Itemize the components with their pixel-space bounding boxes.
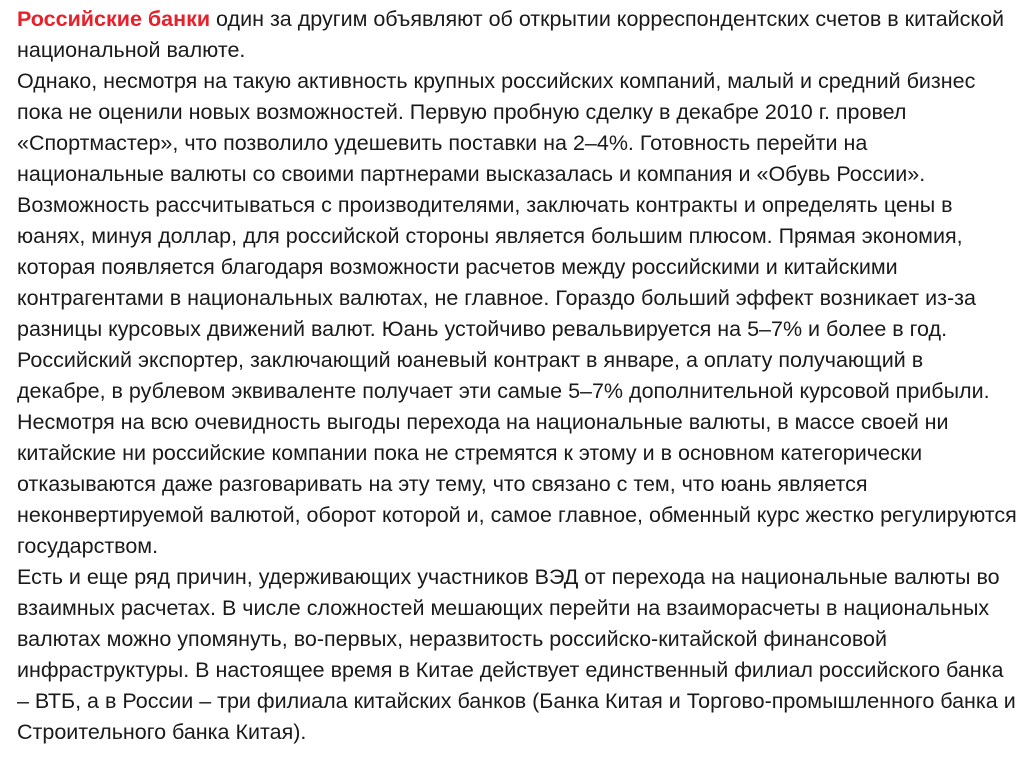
highlight-russian-banks: Российские банки xyxy=(17,7,211,31)
paragraph-1 xyxy=(17,4,1017,66)
paragraph-3: Несмотря на всю очевидность выгоды перехода на национальные валюты, в массе своей ни китайские ни российские компании пока не стремятся к этому и в основном категорически отказываются даже разговаривать на эту тему, что связано с тем, что юань является неконвертируемой валютой, оборот которой и, самое главное, обменный курс жестко регулируются государством. xyxy=(17,410,1017,558)
slide-text-body xyxy=(17,4,1017,748)
paragraph-4: Есть и еще ряд причин, удерживающих участников ВЭД от перехода на национальные валюты во взаимных расчетах. В числе сложностей мешающих перейти на взаиморасчеты в национальных валютах можно упомянуть, во-первых, неразвитость российско-китайской финансовой инфраструктуры. В настоящее время в Китае действует единственный филиал российского банка – ВТБ, а в России – три филиала китайских банков (Банка Китая и Торгово-промышленного банка и Строительного банка Китая). xyxy=(17,565,1016,744)
paragraph-2: Однако, несмотря на такую активность крупных российских компаний, малый и средний бизнес пока не оценили новых возможностей. Первую пробную сделку в декабре 2010 г. провел «Спортмастер», что позволило удешевить поставки на 2–4%. Готовность перейти на национальные валюты со своими партнерами высказалась и компания и «Обувь России». Возможность рассчитываться с производителями, заключать контракты и определять цены в юанях, минуя доллар, для российской стороны является большим плюсом. Прямая экономия, которая появляется благодаря возможности расчетов между российскими и китайскими контрагентами в национальных валютах, не главное. Гораздо больший эффект возникает из-за разницы курсовых движений валют. Юань устойчиво ревальвируется на 5–7% и более в год. Российский экспортер, заключающий юаневый контракт в январе, а оплату получающий в декабре, в рублевом эквиваленте получает эти самые 5–7% дополнительной курсовой прибыли. xyxy=(17,69,990,403)
paragraph-1-text: один за другим объявляют об открытии корреспондентских счетов в китайской национальной валюте. xyxy=(17,7,1005,62)
